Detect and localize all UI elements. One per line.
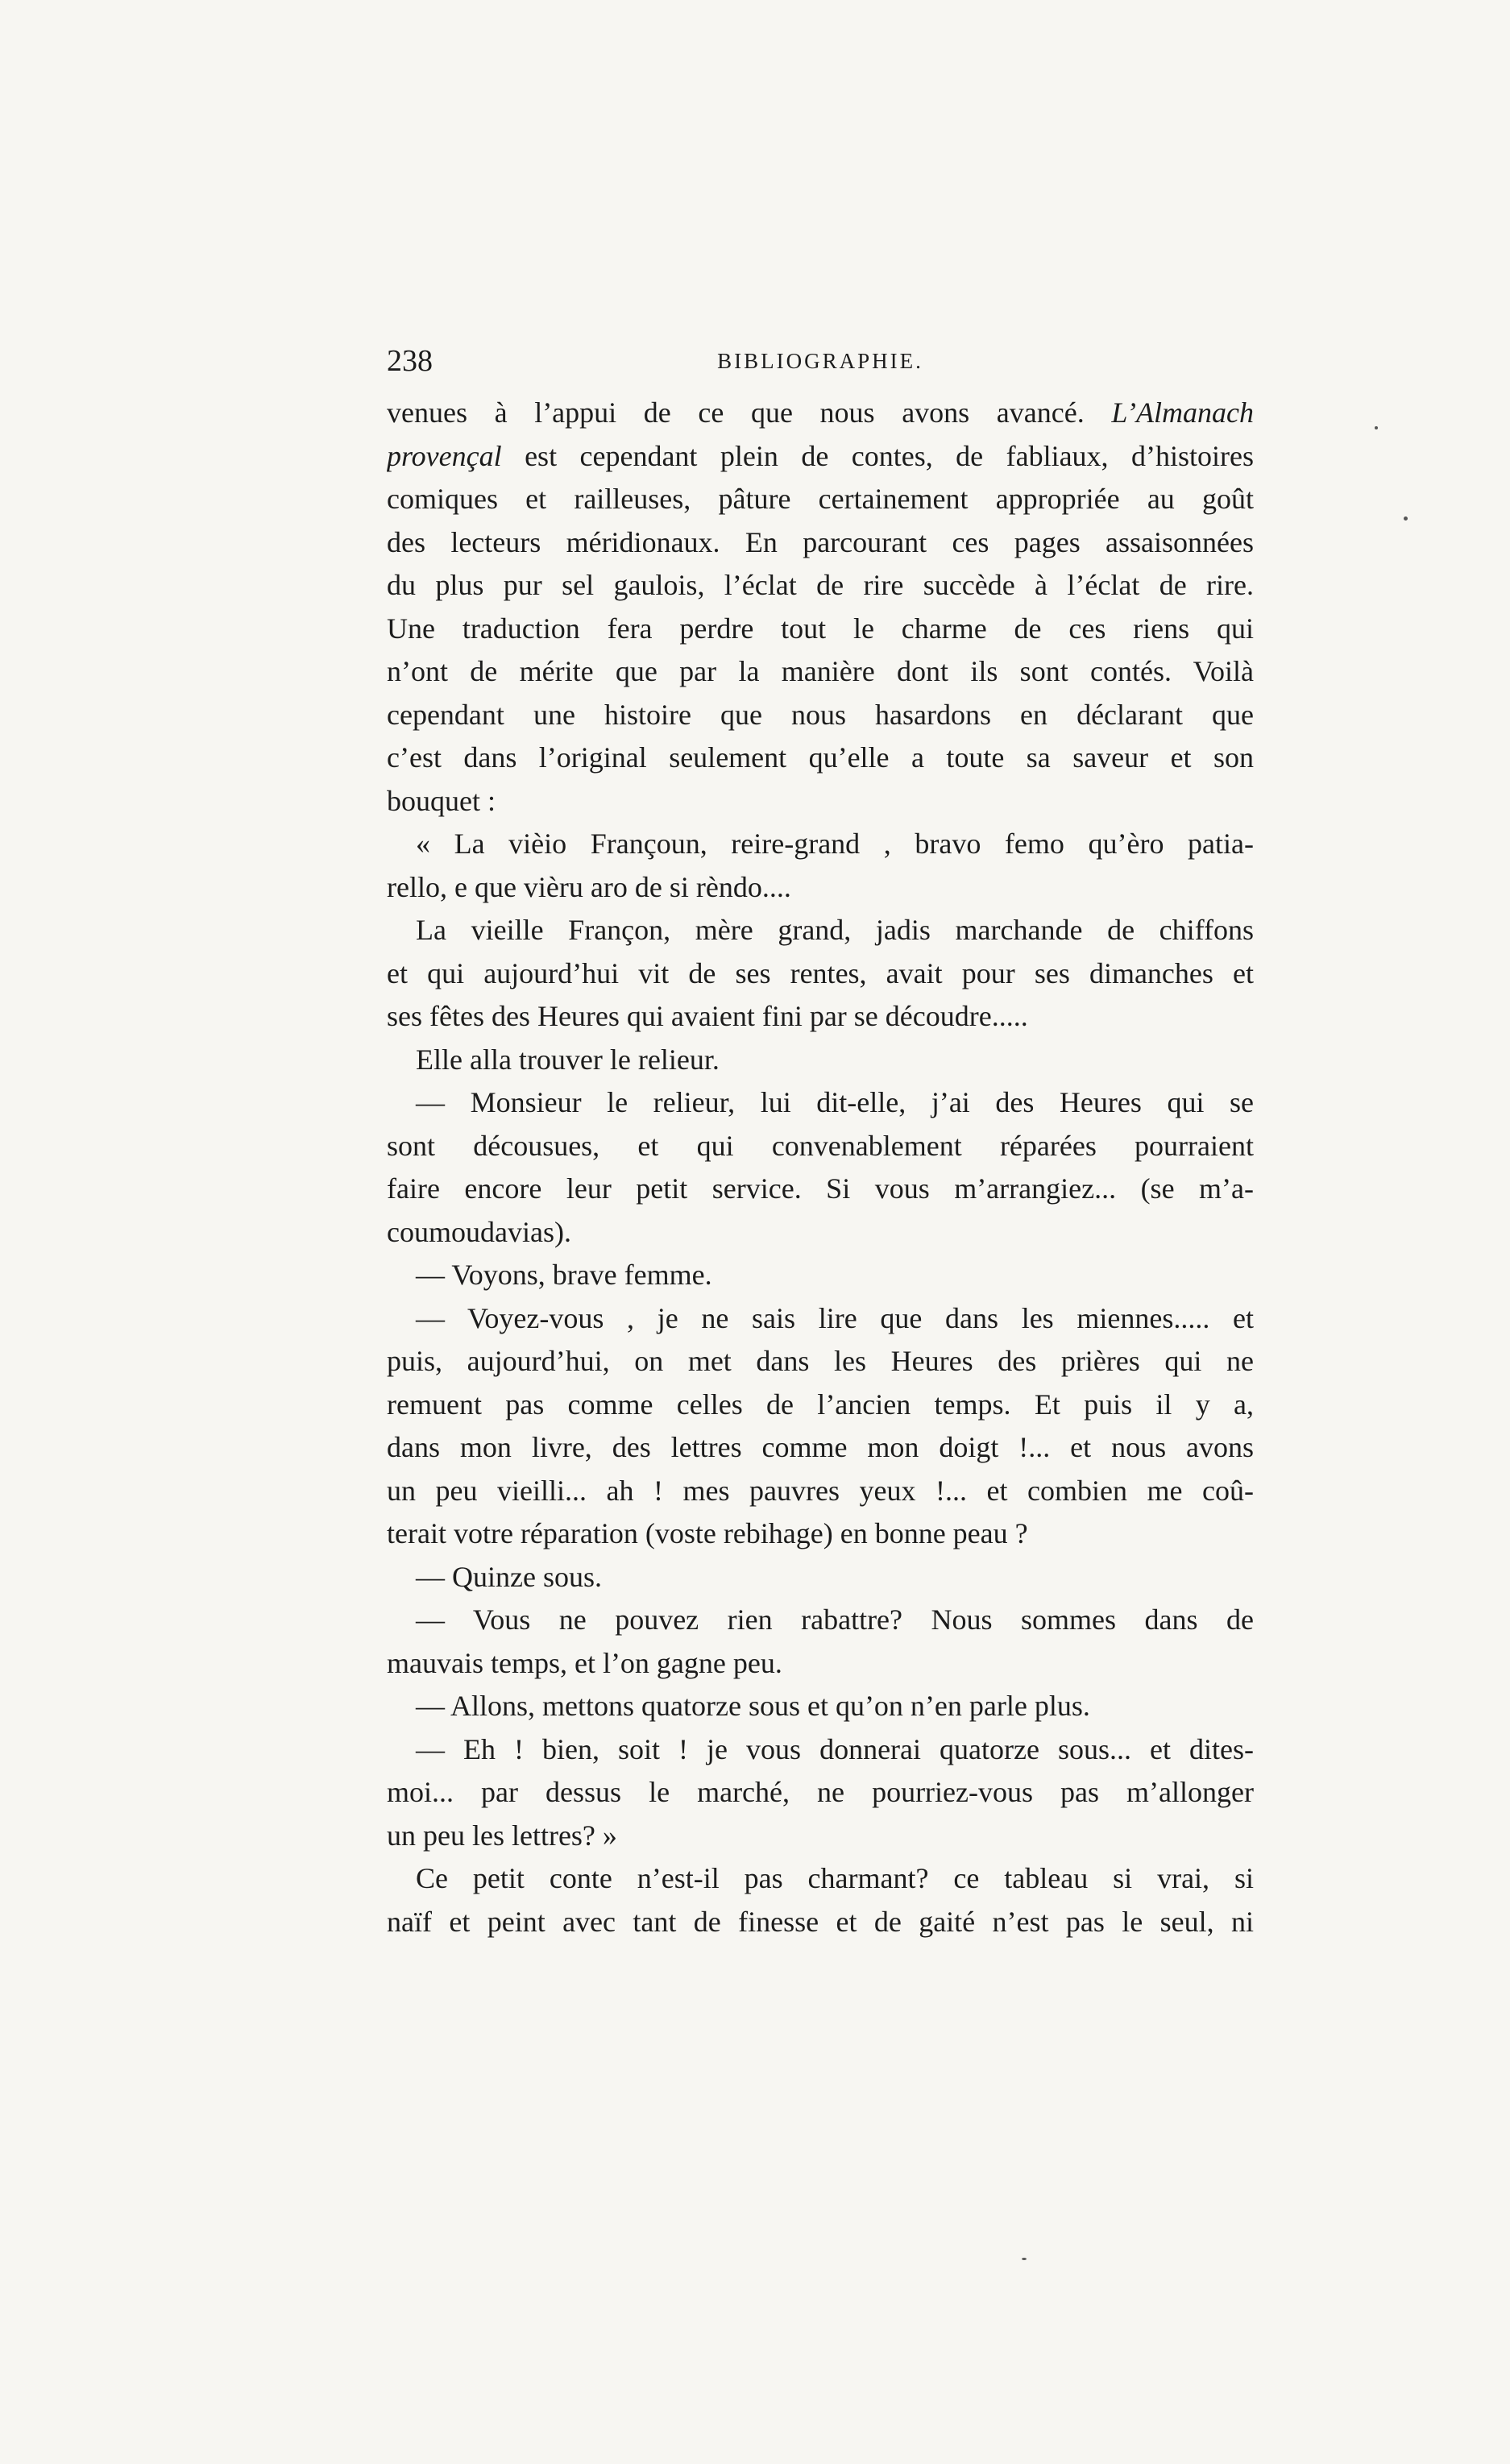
text-line: faire encore leur petit service. Si vous m’arrangiez... (se m’a- [387,1172,1254,1205]
text-line: un peu vieilli... ah ! mes pauvres yeux !... et combien me coû- [387,1474,1254,1507]
page-number: 238 [387,344,433,378]
text-line: puis, aujourd’hui, on met dans les Heures des prières qui ne [387,1345,1254,1377]
text-line: terait votre réparation (voste rebihage) en bonne peau ? [387,1517,1028,1549]
paper-speck [1375,426,1378,429]
paper-speck [1022,2258,1027,2260]
text-line: — Allons, mettons quatorze sous et qu’on n’en parle plus. [416,1690,1090,1722]
text-line: mauvais temps, et l’on gagne peu. [387,1646,782,1679]
text-line: bouquet : [387,784,496,817]
text-line: remuent pas comme celles de l’ancien temps. Et puis il y a, [387,1388,1254,1421]
text-line: — Eh ! bien, soit ! je vous donnerai quatorze sous... et dites- [416,1732,1254,1765]
text-line: Ce petit conte n’est-il pas charmant? ce tableau si vrai, si [416,1862,1254,1894]
text-line: n’ont de mérite que par la manière dont ils sont contés. Voilà [387,655,1254,687]
running-title: BIBLIOGRAPHIE. [717,349,923,373]
text-line: — Quinze sous. [416,1560,602,1593]
text-line: rello, e que vièru aro de si rèndo.... [387,870,791,903]
text-line: du plus pur sel gaulois, l’éclat de rire succède à l’éclat de rire. [387,569,1254,601]
text-line: provençal est cependant plein de contes, de fabliaux, d’histoires [387,439,1254,472]
text-line: moi... par dessus le marché, ne pourriez-vous pas m’allonger [387,1776,1254,1808]
text-line: cependant une histoire que nous hasardons en déclarant que [387,698,1254,731]
text-line: coumoudavias). [387,1215,571,1248]
text-line: naïf et peint avec tant de finesse et de gaité n’est pas le seul, ni [387,1905,1254,1938]
text-line: comiques et railleuses, pâture certainement appropriée au goût [387,483,1254,515]
text-line: — Monsieur le relieur, lui dit-elle, j’ai des Heures qui se [416,1086,1254,1118]
text-line: Une traduction fera perdre tout le charme de ces riens qui [387,612,1254,645]
text-line: Elle alla trouver le relieur. [416,1043,720,1076]
text-line: — Voyons, brave femme. [416,1259,712,1291]
text-line: et qui aujourd’hui vit de ses rentes, avait pour ses dimanches et [387,956,1254,989]
text-line: venues à l’appui de ce que nous avons avancé. L’Almanach [387,396,1254,429]
text-line: des lecteurs méridionaux. En parcourant ces pages assaisonnées [387,525,1254,558]
text-line: un peu les lettres? » [387,1819,617,1852]
paper-speck [1404,516,1408,521]
text-line: ses fêtes des Heures qui avaient fini par se découdre..... [387,1000,1028,1032]
running-head [387,337,1254,385]
text-line: c’est dans l’original seulement qu’elle a toute sa saveur et son [387,741,1254,774]
body-text [387,392,1254,1943]
text-line: sont décousues, et qui convenablement réparées pourraient [387,1129,1254,1162]
text-line: — Voyez-vous , je ne sais lire que dans les miennes..... et [416,1301,1254,1334]
text-line: « La vièio Françoun, reire-grand , bravo femo qu’èro patia- [416,828,1254,860]
text-line: — Vous ne pouvez rien rabattre? Nous sommes dans de [416,1603,1254,1636]
text-line: dans mon livre, des lettres comme mon doigt !... et nous avons [387,1431,1254,1463]
text-line: La vieille Françon, mère grand, jadis marchande de chiffons [416,914,1254,946]
